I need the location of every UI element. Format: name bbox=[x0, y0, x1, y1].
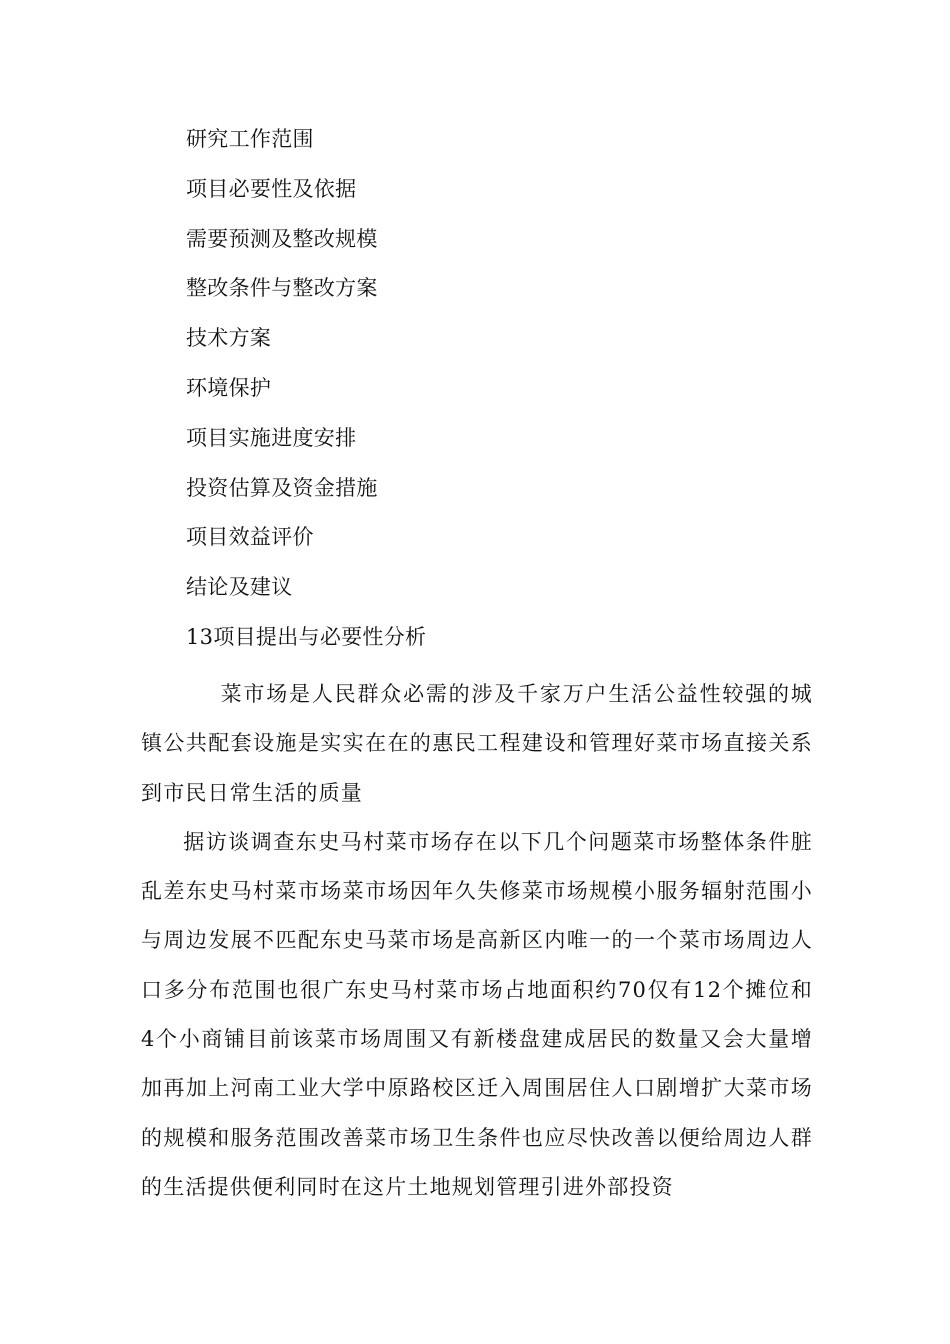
section-heading: 13项目提出与必要性分析 bbox=[186, 624, 427, 649]
section-heading: 环境保护 bbox=[186, 375, 272, 400]
paragraph bbox=[141, 670, 813, 818]
section-heading: 整改条件与整改方案 bbox=[186, 276, 378, 301]
section-heading: 投资估算及资金措施 bbox=[186, 475, 378, 500]
section-heading: 项目必要性及依据 bbox=[186, 176, 357, 201]
section-list bbox=[186, 122, 826, 670]
paragraph-text: 菜市场是人民群众必需的涉及千家万户生活公益性较强的城镇公共配套设施是实实在在的惠民工程建设和管理好菜市场直接关系到市民日常生活的质量 bbox=[141, 682, 813, 805]
section-heading: 项目效益评价 bbox=[186, 525, 314, 550]
body-text bbox=[141, 670, 813, 1212]
section-heading: 研究工作范围 bbox=[186, 127, 314, 151]
section-heading: 结论及建议 bbox=[186, 575, 293, 600]
section-heading: 需要预测及整改规模 bbox=[186, 226, 378, 251]
paragraph bbox=[141, 818, 813, 1212]
section-heading: 项目实施进度安排 bbox=[186, 425, 357, 450]
paragraph-text: 据访谈调查东史马村菜市场存在以下几个问题菜市场整体条件脏乱差东史马村菜市场菜市场因年久失修菜市场规模小服务辐射范围小与周边发展不匹配东史马菜市场是高新区内唯一的一个菜市场周边人口多分布范围也很广东史马村菜市场占地面积约70仅有12个摊位和4个小商铺目前该菜市场周围又有新楼盘建成居民的数量又会大量增加再加上河南工业大学中原路校区迁入周围居住人口剧增扩大菜市场的规模和服务范围改善菜市场卫生条件也应尽快改善以便给周边人群的生活提供便利同时在这片土地规划管理引进外部投资 bbox=[141, 829, 813, 1199]
section-heading: 技术方案 bbox=[186, 326, 272, 351]
